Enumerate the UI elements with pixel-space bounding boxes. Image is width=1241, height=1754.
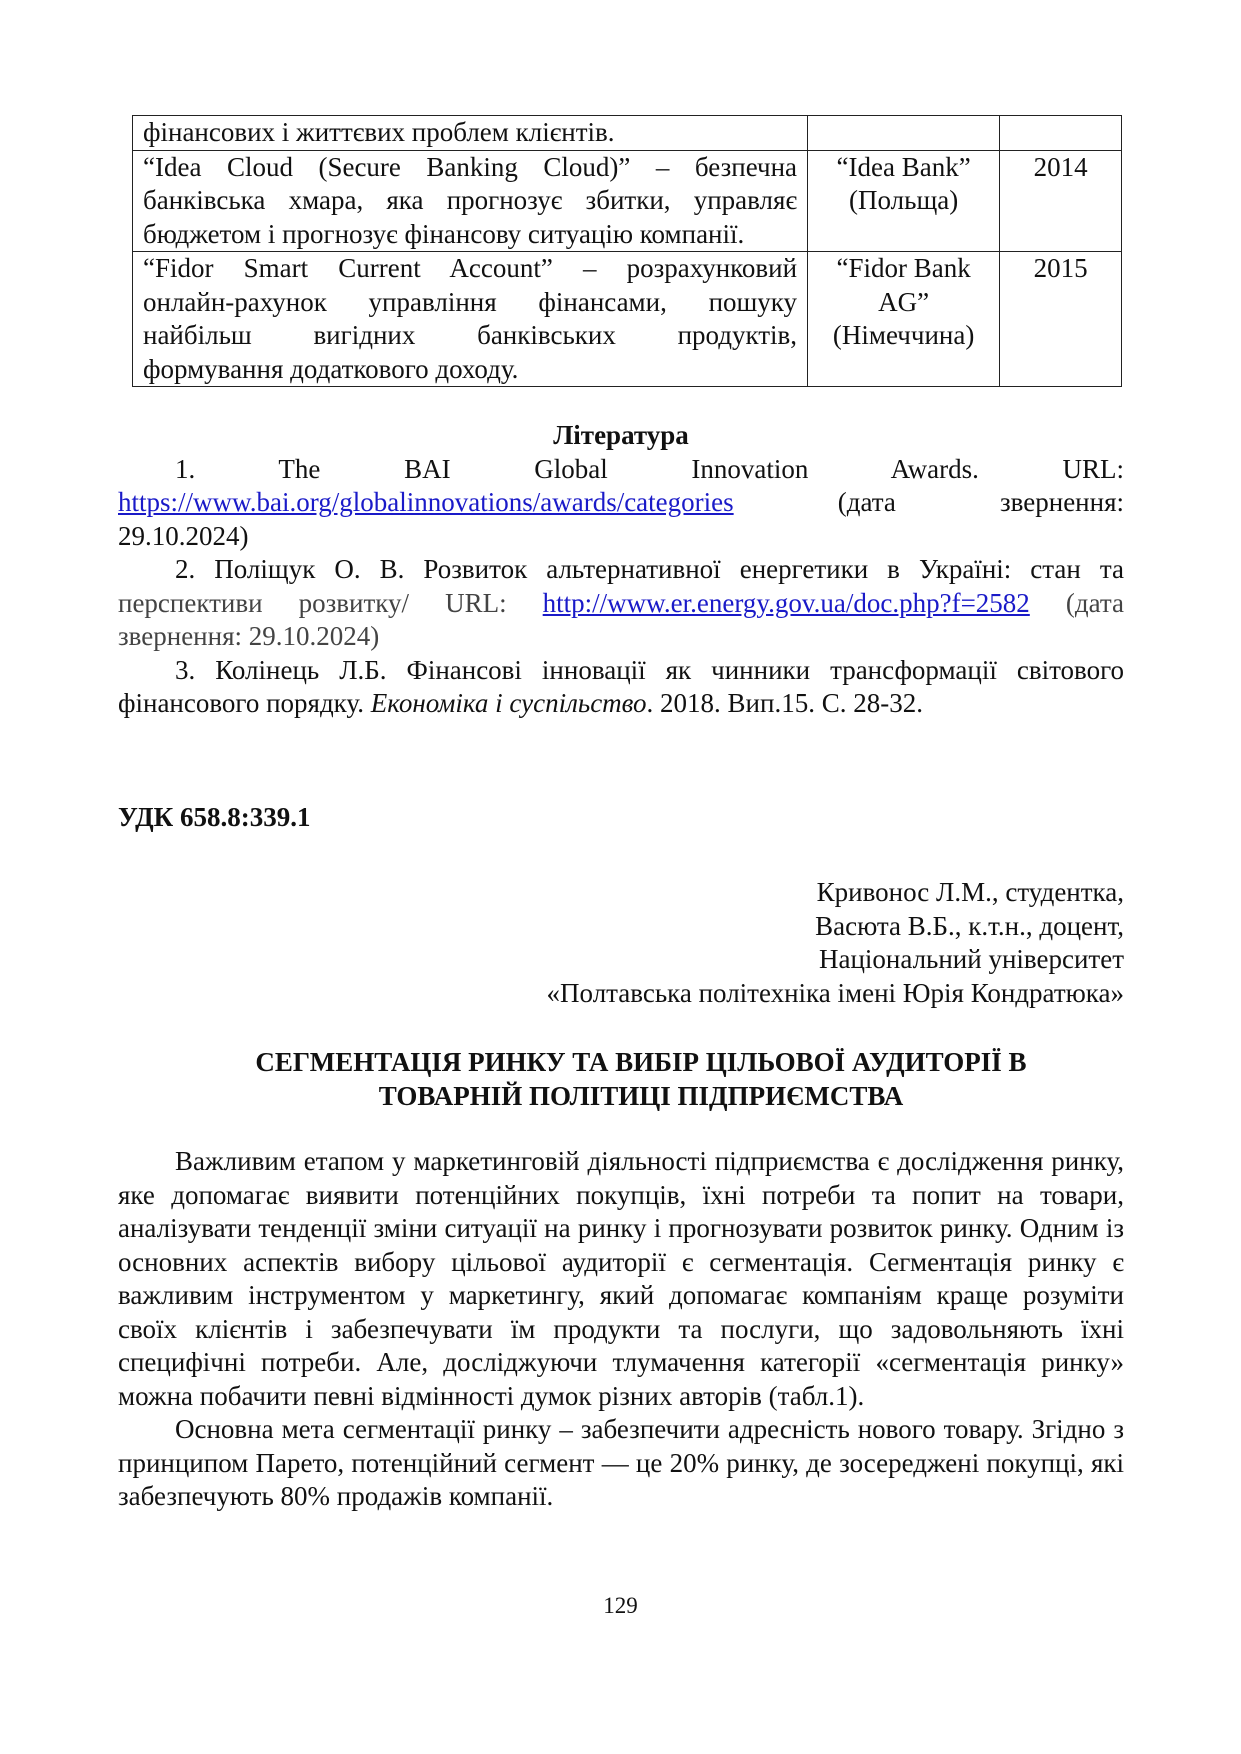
reference-3-tail: . 2018. Вип.15. С. 28-32. xyxy=(646,688,923,718)
table-text-line: “Fidor Smart Current Account” – розрахунковий xyxy=(143,253,798,283)
udk-code: УДК 658.8:339.1 xyxy=(118,801,311,832)
page-content xyxy=(118,115,1124,1514)
reference-3-tail-line xyxy=(118,687,1124,721)
table-cell-bank xyxy=(808,252,1000,387)
reference-1-url-line xyxy=(118,486,1124,520)
reference-2-date-label: (дата xyxy=(1065,587,1125,618)
body-paragraph: Основна мета сегментації ринку – забезпечити адресність нового товару. Згідно з принципом Парето, потенційний сегмент — це 20% ринку, де зосереджені покупці, які забезпечують 80% продажів компанії. xyxy=(118,1414,1124,1511)
table-text-line: (Німеччина) xyxy=(832,320,975,350)
authors-block xyxy=(118,876,1124,1010)
reference-1-lead: 1. The BAI Global Innovation Awards. URL: xyxy=(175,453,1124,484)
table-text-line: найбільш вигідних банківських продуктів, xyxy=(143,320,798,350)
table-row xyxy=(133,150,1122,252)
table-text-line: “Idea Bank” xyxy=(836,151,971,182)
table-text-line: “Idea Cloud (Secure Banking Cloud)” – безпечна xyxy=(143,151,798,182)
table-text-line: бюджетом і прогнозує фінансову ситуацію компанії. xyxy=(143,218,745,249)
reference-3-cont: фінансового порядку. xyxy=(118,688,364,718)
reference-3 xyxy=(118,654,1124,721)
table-text-line: (Польща) xyxy=(849,185,959,215)
reference-2-cont: перспективи розвитку/ URL: xyxy=(118,587,507,618)
table-row xyxy=(133,116,1122,151)
reference-2 xyxy=(118,553,1124,654)
literature-heading: Література xyxy=(553,420,689,450)
reference-2-lead: 2. Поліщук О. В. Розвиток альтернативної енергетики в Україні: стан та xyxy=(175,554,1124,584)
reference-1 xyxy=(118,453,1124,554)
table-cell-year: 2015 xyxy=(1000,252,1122,387)
table-text-line: онлайн-рахунок управління фінансами, пошуку xyxy=(143,286,798,317)
table-text-line: формування додаткового доходу. xyxy=(143,353,519,384)
table-cell-year: 2014 xyxy=(1000,150,1122,252)
table-cell-description xyxy=(133,252,808,387)
body-paragraph: Важливим етапом у маркетинговій діяльності підприємства є дослідження ринку, яке допомагає виявити потенційних покупців, їхні потреби та попит на товари, аналізувати тенденції зміни ситуації на ринку і прогнозувати розвиток ринку. Одним із основних аспектів вибору цільової аудиторії є сегментація. Сегментація ринку є важливим інструментом у маркетингу, який допомагає компаніям краще розуміти своїх клієнтів і забезпечувати їм продукти та послуги, що задовольняють їхні специфічні потреби. Але, досліджуючи тлумачення категорії «сегментація ринку» можна побачити певні відмінності думок різних авторів (табл.1). xyxy=(118,1146,1124,1411)
innovation-table-continuation xyxy=(132,115,1122,387)
article-title xyxy=(118,1046,1124,1113)
table-text-line: “Fidor Bank xyxy=(836,253,971,283)
reference-3-lead: 3. Колінець Л.Б. Фінансові інновації як чинники трансформації світового xyxy=(175,654,1124,685)
reference-1-link[interactable]: https://www.bai.org/globalinnovations/awards/categories xyxy=(118,487,734,517)
reference-1-date-label: (дата звернення: xyxy=(837,487,1125,517)
table-text-line: банківська хмара, яка прогнозує збитки, управляє xyxy=(143,185,798,215)
table-cell-bank xyxy=(808,150,1000,252)
article-title-line-2: ТОВАРНІЙ ПОЛІТИЦІ ПІДПРИЄМСТВА xyxy=(378,1080,904,1111)
reference-1-date: 29.10.2024) xyxy=(118,520,249,551)
reference-2-link[interactable]: http://www.er.energy.gov.ua/doc.php?f=2582 xyxy=(542,587,1030,618)
table-cell-description xyxy=(133,150,808,252)
table-text-line: AG” xyxy=(878,286,930,317)
reference-2-date: звернення: 29.10.2024) xyxy=(118,621,380,651)
reference-3-journal: Економіка і суспільство xyxy=(370,688,647,718)
table-row xyxy=(133,252,1122,387)
reference-2-url-line xyxy=(118,587,1124,621)
page-number: 129 xyxy=(603,1593,638,1618)
author-line: Національний університет xyxy=(818,944,1124,974)
table-cell-description: фінансових і життєвих проблем клієнтів. xyxy=(133,116,808,151)
author-line: «Полтавська політехніка імені Юрія Кондратюка» xyxy=(546,977,1124,1008)
author-line: Кривонос Л.М., студентка, xyxy=(816,877,1124,907)
table-cell-year xyxy=(1000,116,1122,151)
article-title-line-1: СЕГМЕНТАЦІЯ РИНКУ ТА ВИБІР ЦІЛЬОВОЇ АУДИТОРІЇ В xyxy=(255,1047,1027,1077)
table-cell-bank xyxy=(808,116,1000,151)
author-line: Васюта В.Б., к.т.н., доцент, xyxy=(815,910,1124,941)
article-body xyxy=(118,1145,1124,1514)
